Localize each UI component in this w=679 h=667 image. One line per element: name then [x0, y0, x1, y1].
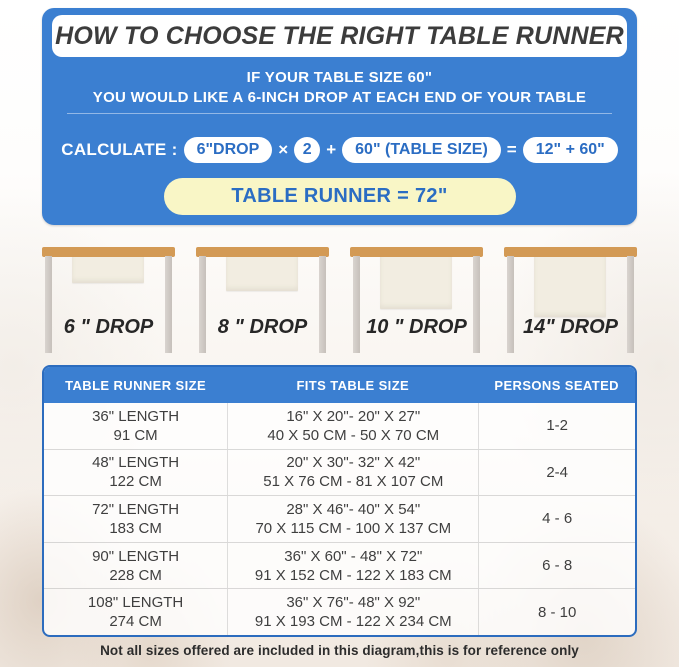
tabletop-illustration — [504, 247, 637, 257]
table-row — [44, 403, 635, 449]
drop-label: 10 " DROP — [366, 316, 467, 338]
runner-size-cell — [44, 496, 227, 542]
size-cm: 91 CM — [113, 426, 158, 444]
fits-cm: 51 X 76 CM - 81 X 107 CM — [263, 473, 444, 491]
drop-value-pill: 6"DROP — [184, 137, 273, 163]
size-cm: 122 CM — [109, 473, 162, 491]
fits-cm: 91 X 152 CM - 122 X 183 CM — [254, 566, 452, 584]
persons-cell — [478, 589, 635, 635]
divider-line — [67, 113, 612, 114]
persons-count: 4 - 6 — [542, 510, 573, 528]
runner-illustration — [534, 247, 606, 317]
instructions-panel — [42, 8, 637, 225]
table-body — [44, 403, 635, 635]
tabletop-illustration — [42, 247, 175, 257]
calculate-label: CALCULATE : — [61, 140, 178, 159]
tabletop-illustration — [350, 247, 483, 257]
table-row — [44, 542, 635, 589]
persons-count: 2-4 — [546, 463, 569, 481]
size-cm: 274 CM — [109, 613, 162, 631]
persons-count: 8 - 10 — [538, 603, 577, 621]
size-reference-table — [42, 365, 637, 637]
table-figure-10in — [350, 240, 483, 355]
intro-text — [42, 68, 637, 108]
fits-inches: 36" X 76"- 48" X 92" — [286, 594, 421, 612]
size-cm: 183 CM — [109, 519, 162, 537]
plus-sign: + — [326, 140, 337, 159]
runner-size-cell — [44, 589, 227, 635]
fits-table-cell — [227, 543, 478, 589]
intro-line-2: YOU WOULD LIKE A 6-INCH DROP AT EACH END OF YOUR TABLE — [92, 89, 587, 106]
fits-inches: 36" X 60" - 48" X 72" — [284, 547, 423, 565]
size-inches: 48" LENGTH — [92, 454, 180, 472]
persons-count: 1-2 — [546, 417, 569, 435]
persons-cell — [478, 543, 635, 589]
size-inches: 72" LENGTH — [92, 500, 180, 518]
runner-size-cell — [44, 403, 227, 449]
table-size-pill: 60" (TABLE SIZE) — [342, 137, 501, 163]
table-figure-8in — [196, 240, 329, 355]
table-header-row — [44, 367, 635, 403]
drop-label: 6 " DROP — [63, 316, 154, 338]
disclaimer-note: Not all sizes offered are included in this diagram,this is for reference only — [100, 643, 579, 658]
column-header-persons: PERSONS SEATED — [494, 377, 619, 393]
persons-cell — [478, 403, 635, 449]
tabletop-illustration — [196, 247, 329, 257]
runner-size-cell — [44, 450, 227, 496]
fits-table-cell — [227, 450, 478, 496]
fits-table-cell — [227, 589, 478, 635]
table-row — [44, 449, 635, 496]
fits-inches: 16" X 20"- 20" X 27" — [286, 407, 421, 425]
fits-inches: 28" X 46"- 40" X 54" — [286, 500, 421, 518]
page-title: HOW TO CHOOSE THE RIGHT TABLE RUNNER — [55, 21, 624, 50]
fits-cm: 70 X 115 CM - 100 X 137 CM — [255, 519, 452, 537]
size-inches: 108" LENGTH — [87, 594, 184, 612]
fits-inches: 20" X 30"- 32" X 42" — [286, 454, 421, 472]
persons-count: 6 - 8 — [542, 557, 573, 575]
runner-size-cell — [44, 543, 227, 589]
result-pill: TABLE RUNNER = 72" — [164, 178, 516, 215]
table-figure-14in — [504, 240, 637, 355]
title-banner — [52, 15, 627, 57]
table-row — [44, 495, 635, 542]
equals-sign: = — [506, 140, 517, 159]
multiplier-badge: 2 — [294, 137, 320, 163]
table-row — [44, 588, 635, 635]
column-header-fits-table: FITS TABLE SIZE — [296, 377, 410, 393]
fits-cm: 91 X 193 CM - 122 X 234 CM — [254, 613, 452, 631]
drop-label: 14" DROP — [522, 316, 619, 338]
sum-pill: 12" + 60" — [523, 137, 618, 163]
fits-table-cell — [227, 403, 478, 449]
calculation-formula — [42, 134, 637, 166]
intro-line-1: IF YOUR TABLE SIZE 60" — [246, 69, 433, 86]
column-header-runner-size: TABLE RUNNER SIZE — [65, 377, 207, 393]
table-figure-6in — [42, 240, 175, 355]
size-inches: 36" LENGTH — [92, 407, 180, 425]
persons-cell — [478, 496, 635, 542]
size-cm: 228 CM — [109, 566, 162, 584]
drop-diagram — [42, 240, 637, 355]
size-inches: 90" LENGTH — [92, 547, 180, 565]
fits-table-cell — [227, 496, 478, 542]
fits-cm: 40 X 50 CM - 50 X 70 CM — [267, 426, 440, 444]
multiply-sign: × — [278, 140, 289, 159]
drop-label: 8 " DROP — [217, 316, 308, 338]
persons-cell — [478, 450, 635, 496]
